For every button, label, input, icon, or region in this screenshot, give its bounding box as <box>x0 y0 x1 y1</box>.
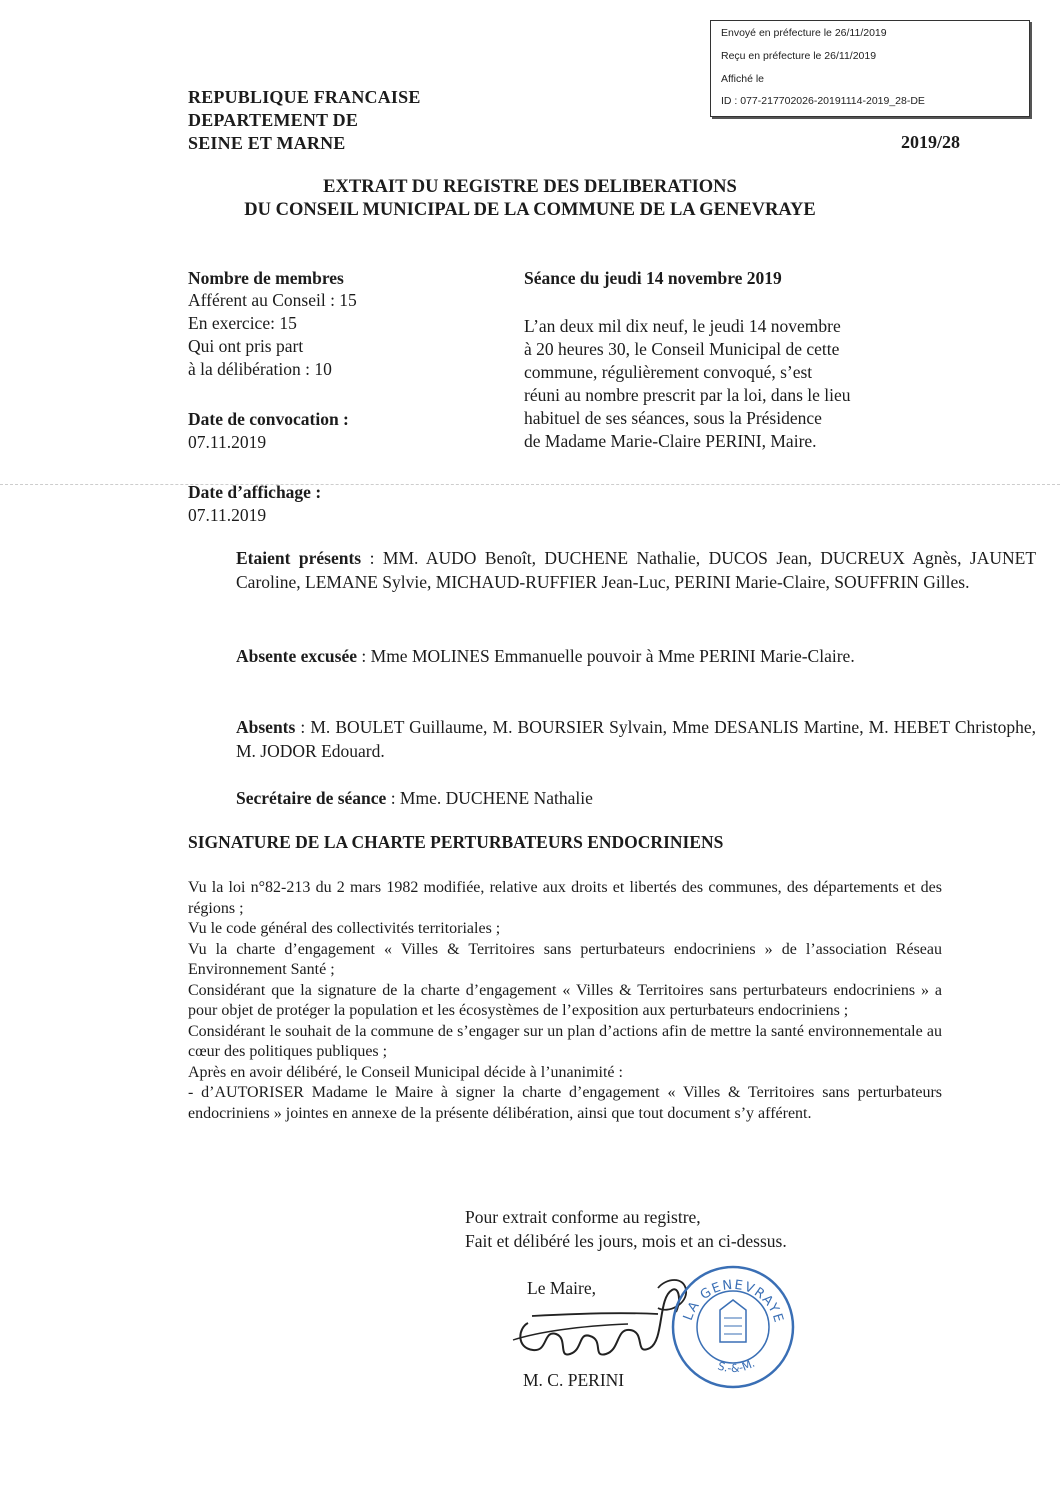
seal-top-text: LA GENEVRAYE <box>680 1277 787 1326</box>
svg-text:S.-&-M. <box>716 1357 757 1375</box>
header-departement: DEPARTEMENT DE <box>188 110 359 130</box>
absents-text: : M. BOULET Guillaume, M. BOURSIER Sylvain, Mme DESANLIS Martine, M. HEBET Christophe, M. JODOR Edouard. <box>236 717 1036 761</box>
document-title-line2: DU CONSEIL MUNICIPAL DE LA COMMUNE DE LA GENEVRAYE <box>244 200 816 220</box>
closing-line2: Fait et délibéré les jours, mois et an ci-dessus. <box>465 1231 787 1251</box>
stamp-id: ID : 077-217702026-20191114-2019_28-DE <box>721 95 925 107</box>
absents-paragraph <box>236 715 1036 763</box>
seance-line: commune, régulièrement convoqué, s’est <box>524 362 813 382</box>
considerant-item: - d’AUTORISER Madame le Maire à signer la charte d’engagement « Villes & Territoires sans perturbateurs endocriniens » jointes en annexe de la présente délibération, ainsi que tout document s’y afférent. <box>188 1084 942 1122</box>
seance-line: de Madame Marie-Claire PERINI, Maire. <box>524 431 817 451</box>
header-seine-et-marne: SEINE ET MARNE <box>188 133 346 153</box>
considerant-item: Vu la loi n°82-213 du 2 mars 1982 modifiée, relative aux droits et libertés des communes, des départements et des régions ; <box>188 879 942 917</box>
seance-line: à 20 heures 30, le Conseil Municipal de cette <box>524 339 840 359</box>
paper-fold-line <box>0 484 1060 485</box>
prefecture-stamp-box <box>710 20 1030 117</box>
maire-label: Le Maire, <box>527 1278 596 1298</box>
document-title-line1: EXTRAIT DU REGISTRE DES DELIBERATIONS <box>323 177 737 197</box>
header-republique: REPUBLIQUE FRANCAISE <box>188 87 421 107</box>
members-pris-part: Qui ont pris part <box>188 336 304 356</box>
deliberation-subject: SIGNATURE DE LA CHARTE PERTURBATEURS ENDOCRINIENS <box>188 832 724 852</box>
presents-label: Etaient présents <box>236 548 362 568</box>
presents-paragraph <box>236 546 1036 594</box>
seance-line: L’an deux mil dix neuf, le jeudi 14 novembre <box>524 316 841 336</box>
considerant-item: Après en avoir délibéré, le Conseil Municipal décide à l’unanimité : <box>188 1063 623 1081</box>
seance-line: habituel de ses séances, sous la Présidence <box>524 408 822 428</box>
seance-line: réuni au nombre prescrit par la loi, dans le lieu <box>524 385 851 405</box>
excusee-label: Absente excusée <box>236 646 358 666</box>
affichage-label: Date d’affichage : <box>188 482 322 502</box>
excusee-text: : Mme MOLINES Emmanuelle pouvoir à Mme PERINI Marie-Claire. <box>357 646 855 666</box>
considerants-block <box>188 878 942 1124</box>
closing-line1: Pour extrait conforme au registre, <box>465 1207 701 1227</box>
presents-text: : MM. AUDO Benoît, DUCHENE Nathalie, DUCOS Jean, DUCREUX Agnès, JAUNET Caroline, LEMANE Sylvie, MICHAUD-RUFFIER Jean-Luc, PERINI Marie-Claire, SOUFFRIN Gilles. <box>236 548 1037 592</box>
considerant-item: Vu le code général des collectivités territoriales ; <box>188 920 501 937</box>
municipal-seal <box>668 1262 798 1392</box>
convocation-date: 07.11.2019 <box>188 432 267 452</box>
absents-label: Absents <box>236 717 296 737</box>
considerant-item: Considérant que la signature de la charte d’engagement « Villes & Territoires sans perturbateurs endocriniens » a pour objet de protéger la population et les écosystèmes de l’exposition aux perturbateurs endocriniens ; <box>188 981 942 1019</box>
seance-heading: Séance du jeudi 14 novembre 2019 <box>524 268 782 288</box>
members-afferent: Afférent au Conseil : 15 <box>188 290 357 310</box>
deliberation-reference: 2019/28 <box>900 132 960 152</box>
stamp-affiche: Affiché le <box>721 73 764 85</box>
considerant-item: Vu la charte d’engagement « Villes & Territoires sans perturbateurs endocriniens » de l’association Réseau Environnement Santé ; <box>188 940 942 978</box>
maire-name: M. C. PERINI <box>523 1370 625 1390</box>
seal-bottom-text: S.-&-M. <box>716 1356 758 1376</box>
members-deliberation: à la délibération : 10 <box>188 359 332 379</box>
members-heading: Nombre de membres <box>188 268 344 288</box>
stamp-recu: Reçu en préfecture le 26/11/2019 <box>721 50 877 62</box>
affichage-date: 07.11.2019 <box>188 505 267 525</box>
secretaire-paragraph <box>236 786 1036 810</box>
header-block <box>188 86 421 155</box>
stamp-envoye: Envoyé en préfecture le 26/11/2019 <box>721 27 887 39</box>
considerant-item: Considérant le souhait de la commune de s’engager sur un plan d’actions afin de mettre la santé environnementale au cœur des politiques publiques ; <box>188 1022 942 1060</box>
convocation-label: Date de convocation : <box>188 409 349 429</box>
secretaire-text: : Mme. DUCHENE Nathalie <box>386 788 593 808</box>
secretaire-label: Secrétaire de séance <box>236 788 387 808</box>
excusee-paragraph <box>236 644 1036 668</box>
members-exercice: En exercice: 15 <box>188 313 297 333</box>
